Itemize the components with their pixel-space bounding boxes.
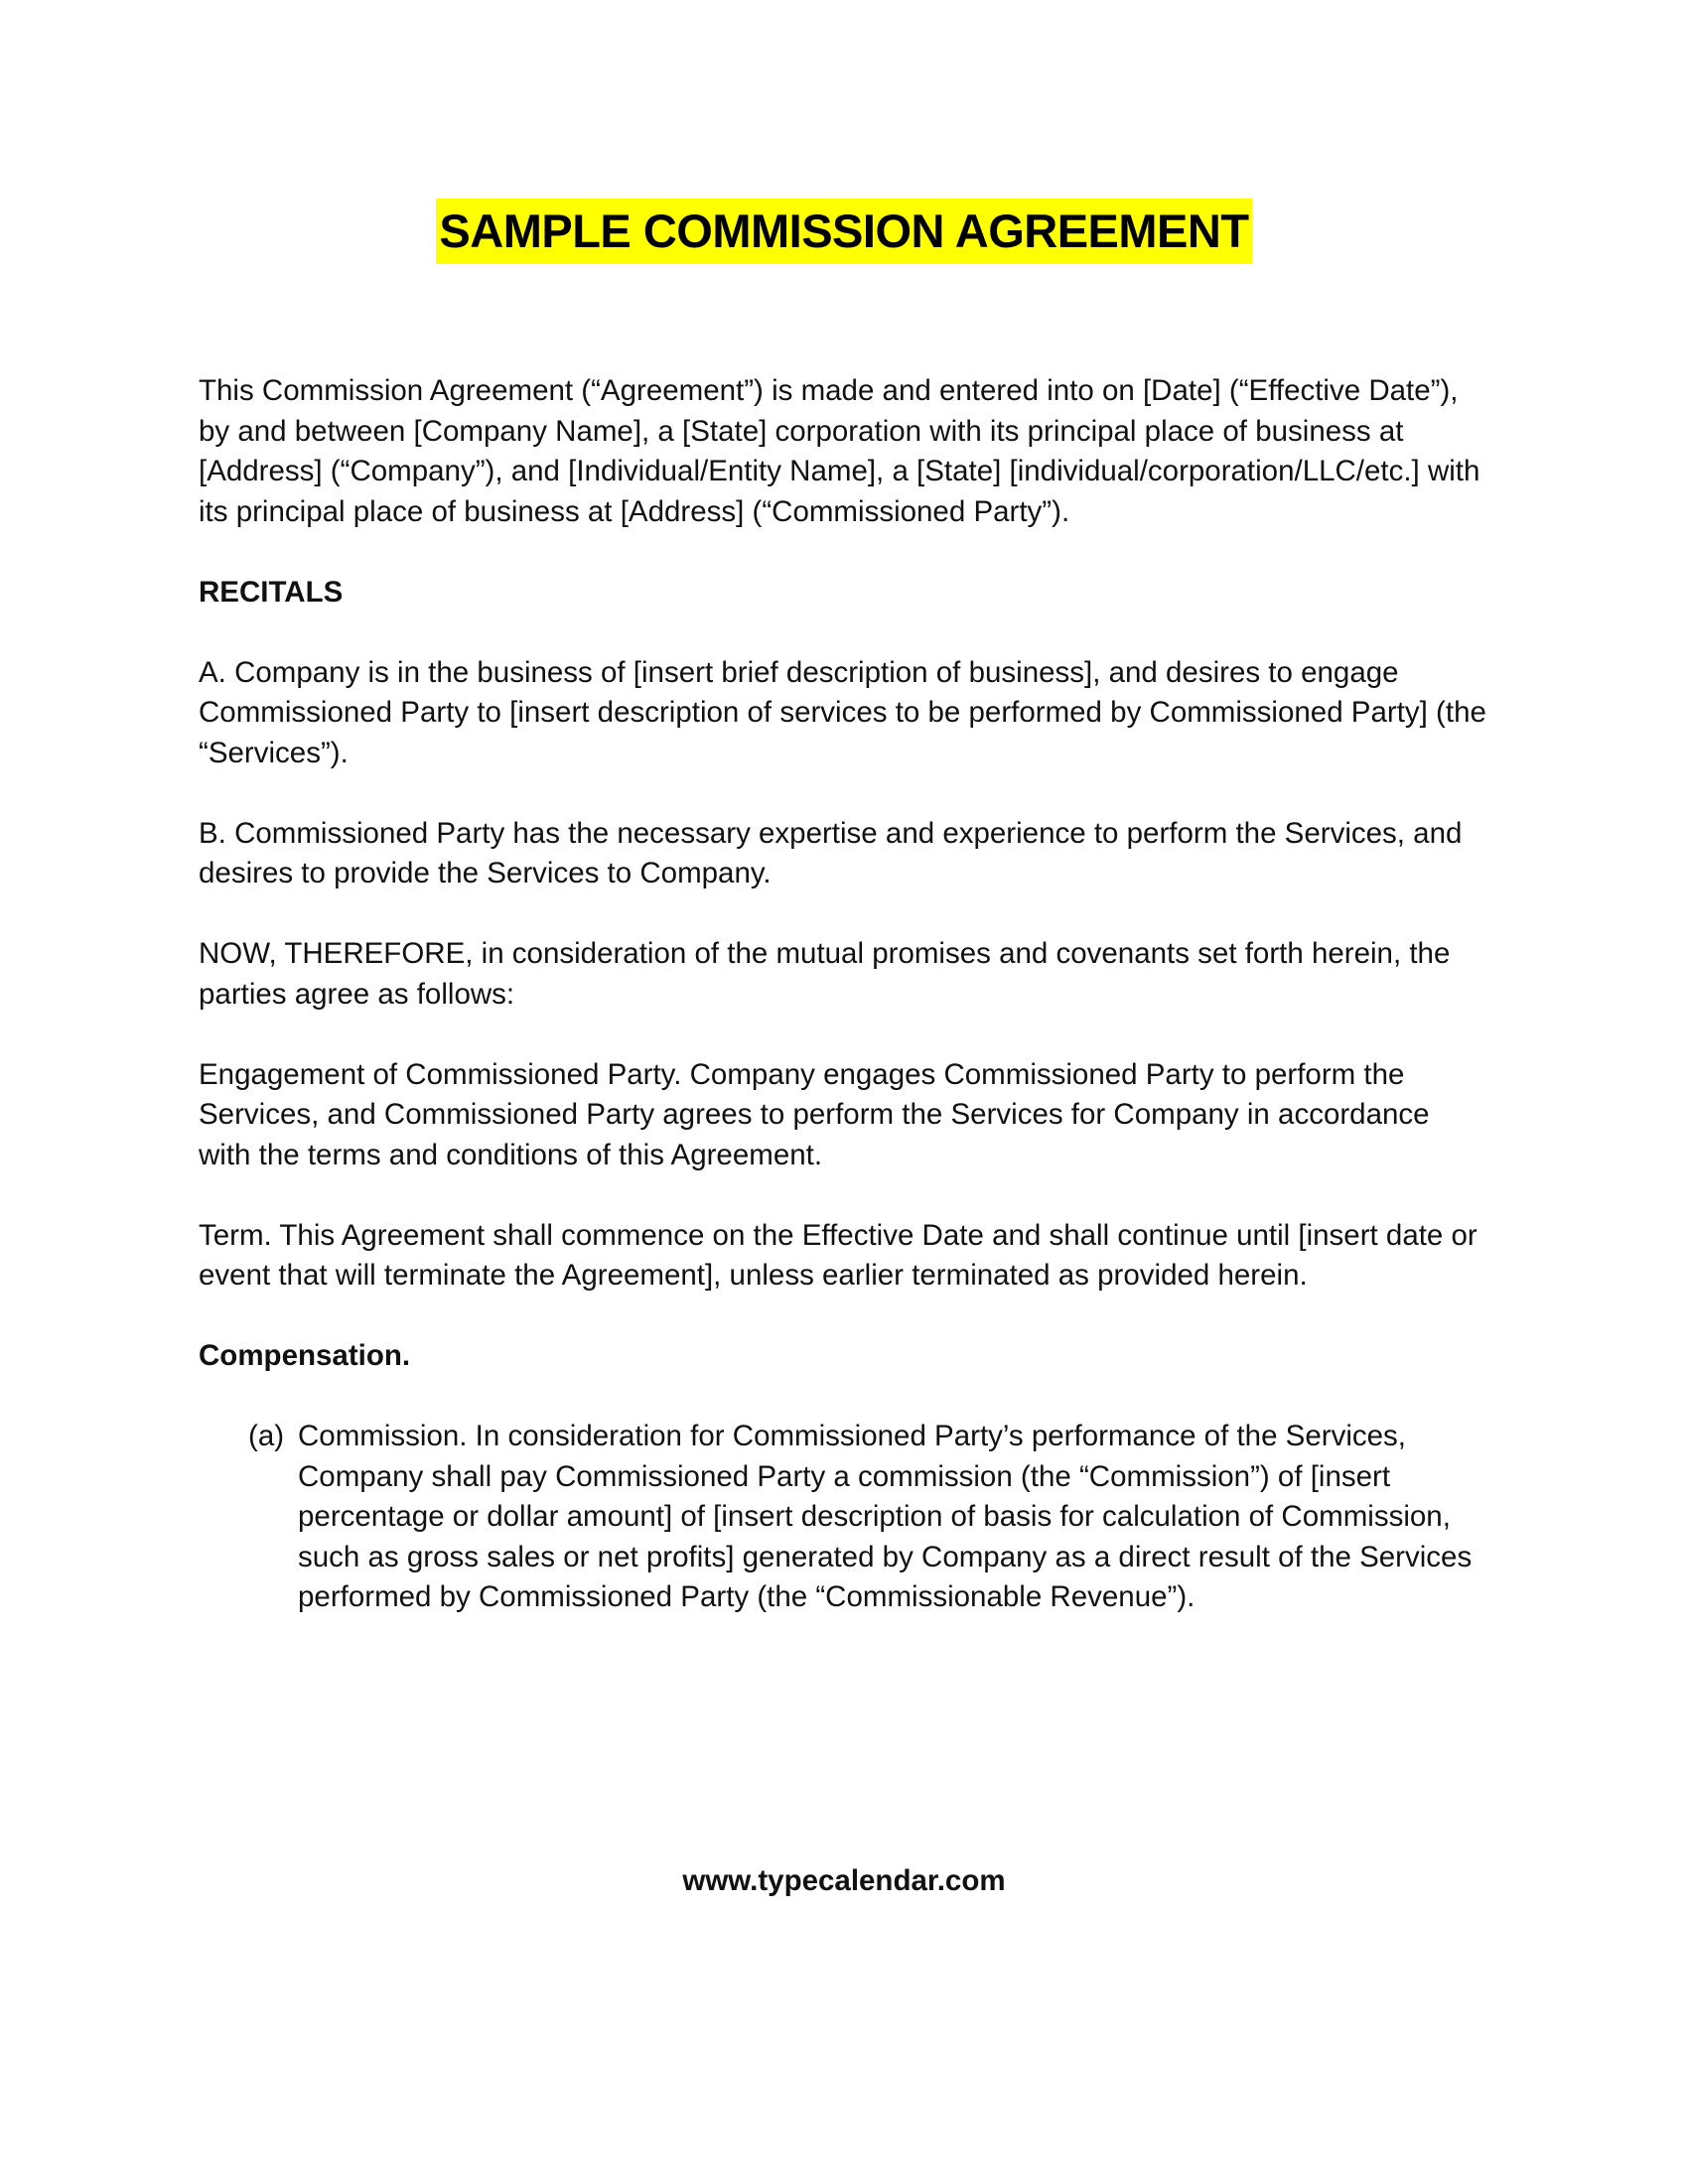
list-marker: (a) [248,1420,285,1452]
term-paragraph: Term. This Agreement shall commence on the Effective Date and shall continue until [insert date or event that will terminate the Agreement], unless earlier terminated as provided herein. [199,1218,1477,1292]
compensation-heading: Compensation. [199,1339,411,1372]
engagement-paragraph: Engagement of Commissioned Party. Company engages Commissioned Party to perform the Services, and Commissioned Party agrees to perform the Services for Company in accordance with the terms and conditions of this Agreement. [199,1057,1430,1171]
recital-a-paragraph: A. Company is in the business of [insert brief description of business], and desires to engage Commissioned Party to [insert description of services to be performed by Commissioned Party] (the “Services”). [199,655,1486,769]
commission-list-item [248,1417,1489,1618]
commission-paragraph: Commission. In consideration for Commissioned Party’s performance of the Services, Company shall pay Commissioned Party a commission (the “Commission”) of [insert percentage or dollar amount] of [insert description of basis for calculation of Commission, such as gross sales or net profits] generated by Company as a direct result of the Services performed by Commissioned Party (the “Commissionable Revenue”). [298,1420,1473,1613]
title-container [0,199,1688,264]
document-body [199,371,1489,1618]
recital-b-paragraph: B. Commissioned Party has the necessary expertise and experience to perform the Services, and desires to provide the Services to Company. [199,816,1463,889]
recitals-heading: RECITALS [199,575,344,609]
intro-paragraph: This Commission Agreement (“Agreement”) is made and entered into on [Date] (“Effective Date”), by and between [Company Name], a [State] corporation with its principal place of business at [Address] (“Company”), and [Individual/Entity Name], a [State] [individual/corporation/LLC/etc.] with its principal place of business at [Address] (“Commissioned Party”). [199,374,1480,528]
footer-website: www.typecalendar.com [682,1864,1006,1897]
document-title: SAMPLE COMMISSION AGREEMENT [436,199,1251,264]
now-therefore-paragraph: NOW, THEREFORE, in consideration of the mutual promises and covenants set forth herein, the parties agree as follows: [199,937,1451,1011]
